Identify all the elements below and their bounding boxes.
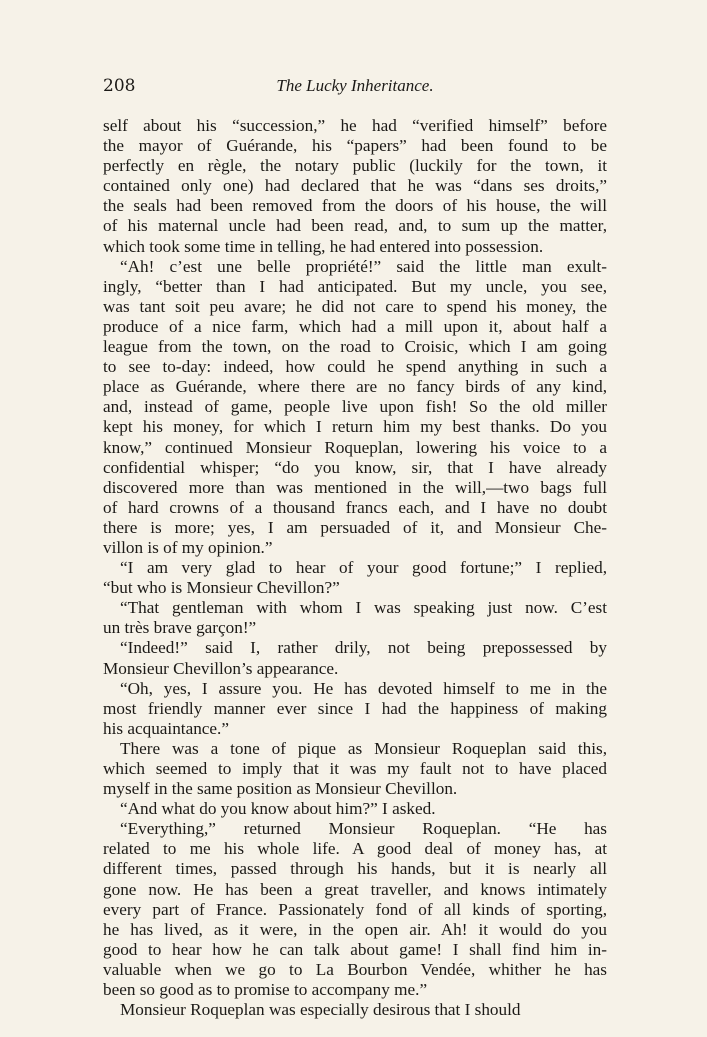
- text-line: “Ah! c’est une belle propriété!” said the little man exult-: [120, 256, 607, 276]
- text-line: to see to-day: indeed, how could he spend anything in such a: [103, 357, 607, 377]
- text-line: the mayor of Guérande, his “papers” had been found to be: [103, 136, 607, 156]
- text-line: “Everything,” returned Monsieur Roqueplan. “He has: [120, 819, 607, 839]
- text-line: There was a tone of pique as Monsieur Roqueplan said this,: [120, 738, 607, 758]
- text-line: villon is of my opinion.”: [103, 537, 273, 557]
- text-line: discovered more than was mentioned in the will,—two bags full: [103, 477, 607, 497]
- text-line: every part of France. Passionately fond of all kinds of sporting,: [103, 899, 607, 919]
- text-line: produce of a nice farm, which had a mill upon it, about half a: [103, 316, 607, 336]
- text-line: know,” continued Monsieur Roqueplan, lowering his voice to a: [103, 437, 607, 457]
- text-line: myself in the same position as Monsieur Chevillon.: [103, 779, 458, 799]
- page-body-text: [103, 116, 607, 1020]
- page-header: [103, 76, 607, 102]
- text-line: perfectly en règle, the notary public (luckily for the town, it: [103, 156, 607, 176]
- text-line: which took some time in telling, he had entered into possession.: [103, 236, 544, 256]
- text-line: most friendly manner ever since I had the happiness of making: [103, 698, 607, 718]
- text-line: valuable when we go to La Bourbon Vendée, whither he has: [103, 959, 607, 979]
- text-line: Monsieur Chevillon’s appearance.: [103, 658, 339, 678]
- text-line: kept his money, for which I return him my best thanks. Do you: [103, 417, 607, 437]
- text-line: contained only one) had declared that he was “dans ses droits,”: [103, 176, 607, 196]
- text-line: his acquaintance.”: [103, 718, 229, 738]
- text-line: which seemed to imply that it was my fault not to have placed: [103, 759, 607, 778]
- text-line: he has lived, as it were, in the open air. Ah! it would do you: [103, 919, 607, 939]
- text-line: and, instead of game, people live upon fish! So the old miller: [103, 397, 607, 417]
- text-line: ingly, “better than I had anticipated. But my uncle, you see,: [103, 276, 607, 296]
- text-line: “but who is Monsieur Chevillon?”: [103, 578, 340, 598]
- text-line: “That gentleman with whom I was speaking just now. C’est: [120, 598, 607, 618]
- text-line: confidential whisper; “do you know, sir, that I have already: [103, 457, 607, 477]
- text-line: place as Guérande, where there are no fancy birds of any kind,: [103, 377, 607, 397]
- text-line: league from the town, on the road to Croisic, which I am going: [103, 337, 607, 357]
- text-line: of hard crowns of a thousand francs each, and I have no doubt: [103, 497, 607, 517]
- text-line: the seals had been removed from the doors of his house, the will: [103, 196, 607, 216]
- text-line: “Indeed!” said I, rather drily, not being prepossessed by: [120, 638, 607, 658]
- text-line: was tant soit peu avare; he did not care to spend his money, the: [103, 296, 607, 316]
- running-title: The Lucky Inheritance.: [276, 76, 434, 95]
- text-line: good to hear how he can talk about game! I shall find him in-: [103, 939, 607, 959]
- text-line: of his maternal uncle had been read, and, to sum up the matter,: [103, 216, 607, 236]
- text-line: gone now. He has been a great traveller, and knows intimately: [103, 879, 607, 899]
- text-line: self about his “succession,” he had “verified himself” before: [103, 116, 607, 135]
- text-line: “And what do you know about him?” I asked.: [120, 799, 436, 819]
- text-line: un très brave garçon!”: [103, 618, 257, 638]
- text-line: been so good as to promise to accompany me.”: [103, 980, 428, 1000]
- text-line: “Oh, yes, I assure you. He has devoted himself to me in the: [120, 678, 607, 698]
- page-number: 208: [103, 76, 136, 96]
- text-line: different times, passed through his hands, but it is nearly all: [103, 859, 607, 879]
- text-line: there is more; yes, I am persuaded of it, and Monsieur Che-: [103, 517, 607, 537]
- text-line: related to me his whole life. A good deal of money has, at: [103, 839, 607, 859]
- text-line: Monsieur Roqueplan was especially desirous that I should: [120, 1000, 521, 1020]
- text-line: “I am very glad to hear of your good fortune;” I replied,: [120, 558, 607, 578]
